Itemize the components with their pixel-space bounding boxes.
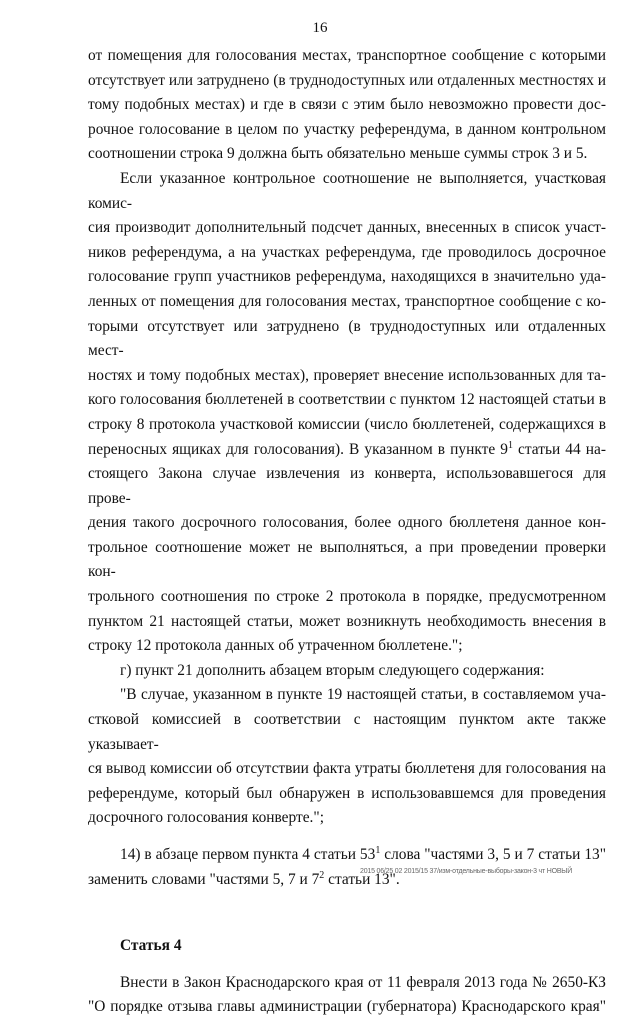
text-run: 14) в абзаце первом пункта 4 статьи 53 (120, 846, 376, 863)
text-line: пунктом 21 настоящей статьи, может возникнуть необходимость внесения в (88, 612, 606, 630)
text-line: от помещения для голосования местах, транспортное сообщение с которыми (88, 47, 606, 64)
text-line: референдуме, который был обнаружен в использовавшемся для проведения (88, 784, 606, 802)
text-line: отсутствует или затруднено (в труднодоступных или отдаленных местностях и (88, 71, 606, 89)
text-line: голосование групп участников референдума, находящихся в значительно уда- (88, 268, 606, 286)
text-run: заменить словами "частями 5, 7 и 7 (88, 870, 320, 888)
page-number: 16 (312, 20, 328, 36)
footer-file-path: 2015 06/25 02 2015/15 37/изм-отдельные-выборы-закон-3 чт НОВЫЙ (360, 868, 573, 875)
text-line: ностях и тому подобных местах), проверяет внесение использованных для та- (88, 366, 606, 384)
text-line: г) пункт 21 дополнить абзацем вторым следующего содержания: (120, 661, 545, 679)
text-line: строку 12 протокола данных об утраченном бюллетене."; (88, 637, 463, 655)
text-line: строку 8 протокола участковой комиссии (число бюллетеней, содержащихся в (88, 415, 606, 433)
superscript: 2 (319, 869, 325, 881)
text-line: трольное соотношение может не выполняться, а при проведении проверки кон- (88, 538, 606, 581)
text-line: ленных от помещения для голосования местах, транспортное сообщение с ко- (88, 292, 606, 310)
text-line: торыми отсутствует или затруднено (в труднодоступных или отдаленных мест- (88, 317, 606, 360)
text-line (88, 843, 606, 868)
text-line: Если указанное контрольное соотношение не выполняется, участковая комис- (88, 169, 606, 212)
text-line: "О порядке отзыва главы администрации (губернатора) Краснодарского края" (88, 998, 606, 1016)
section-heading: Статья 4 (120, 937, 182, 955)
text-line: Внести в Закон Краснодарского края от 11 февраля 2013 года № 2650-КЗ (120, 973, 606, 991)
text-line: тому подобных местах) и где в связи с этим было невозможно провести дос- (88, 96, 606, 114)
text-line: соотношении строка 9 должна быть обязательно меньше суммы строк 3 и 5. (88, 145, 588, 163)
text-line: трольного соотношения по строке 2 протокола в порядке, предусмотренном (88, 588, 606, 606)
text-run: переносных ящиках для голосования). В указанном в пункте 9 (88, 440, 508, 458)
text-line: рочное голосование в целом по участку референдума, в данном контрольном (88, 120, 606, 138)
text-line: "В случае, указанном в пункте 19 настоящей статьи, в составляемом уча- (120, 686, 606, 704)
text-line: стоящего Закона случае извлечения из конверта, использовавшегося для прове- (88, 465, 606, 507)
text-line: кого голосования бюллетеней в соответствии с пунктом 12 настоящей статьи в (88, 391, 606, 409)
text-run: статьи 13". (324, 870, 400, 888)
text-run: статьи 44 на- (512, 440, 606, 458)
text-line: досрочного голосования конверте."; (88, 809, 324, 827)
text-line: ся вывод комиссии об отсутствии факта утраты бюллетеня для голосования на (88, 760, 606, 778)
superscript: 1 (507, 439, 513, 451)
text-run: слова "частями 3, 5 и 7 статьи 13" (380, 846, 607, 863)
text-line: дения такого досрочного голосования, более одного бюллетеня данное кон- (88, 514, 606, 532)
superscript: 1 (375, 844, 381, 856)
text-line: сия производит дополнительный подсчет данных, внесенных в список участ- (88, 219, 606, 237)
text-line (88, 438, 606, 463)
text-line: ников референдума, а на участках референдума, где проводилось досрочное (88, 243, 606, 261)
text-line: стковой комиссией в соответствии с настоящим пунктом акте также указывает- (88, 711, 606, 753)
